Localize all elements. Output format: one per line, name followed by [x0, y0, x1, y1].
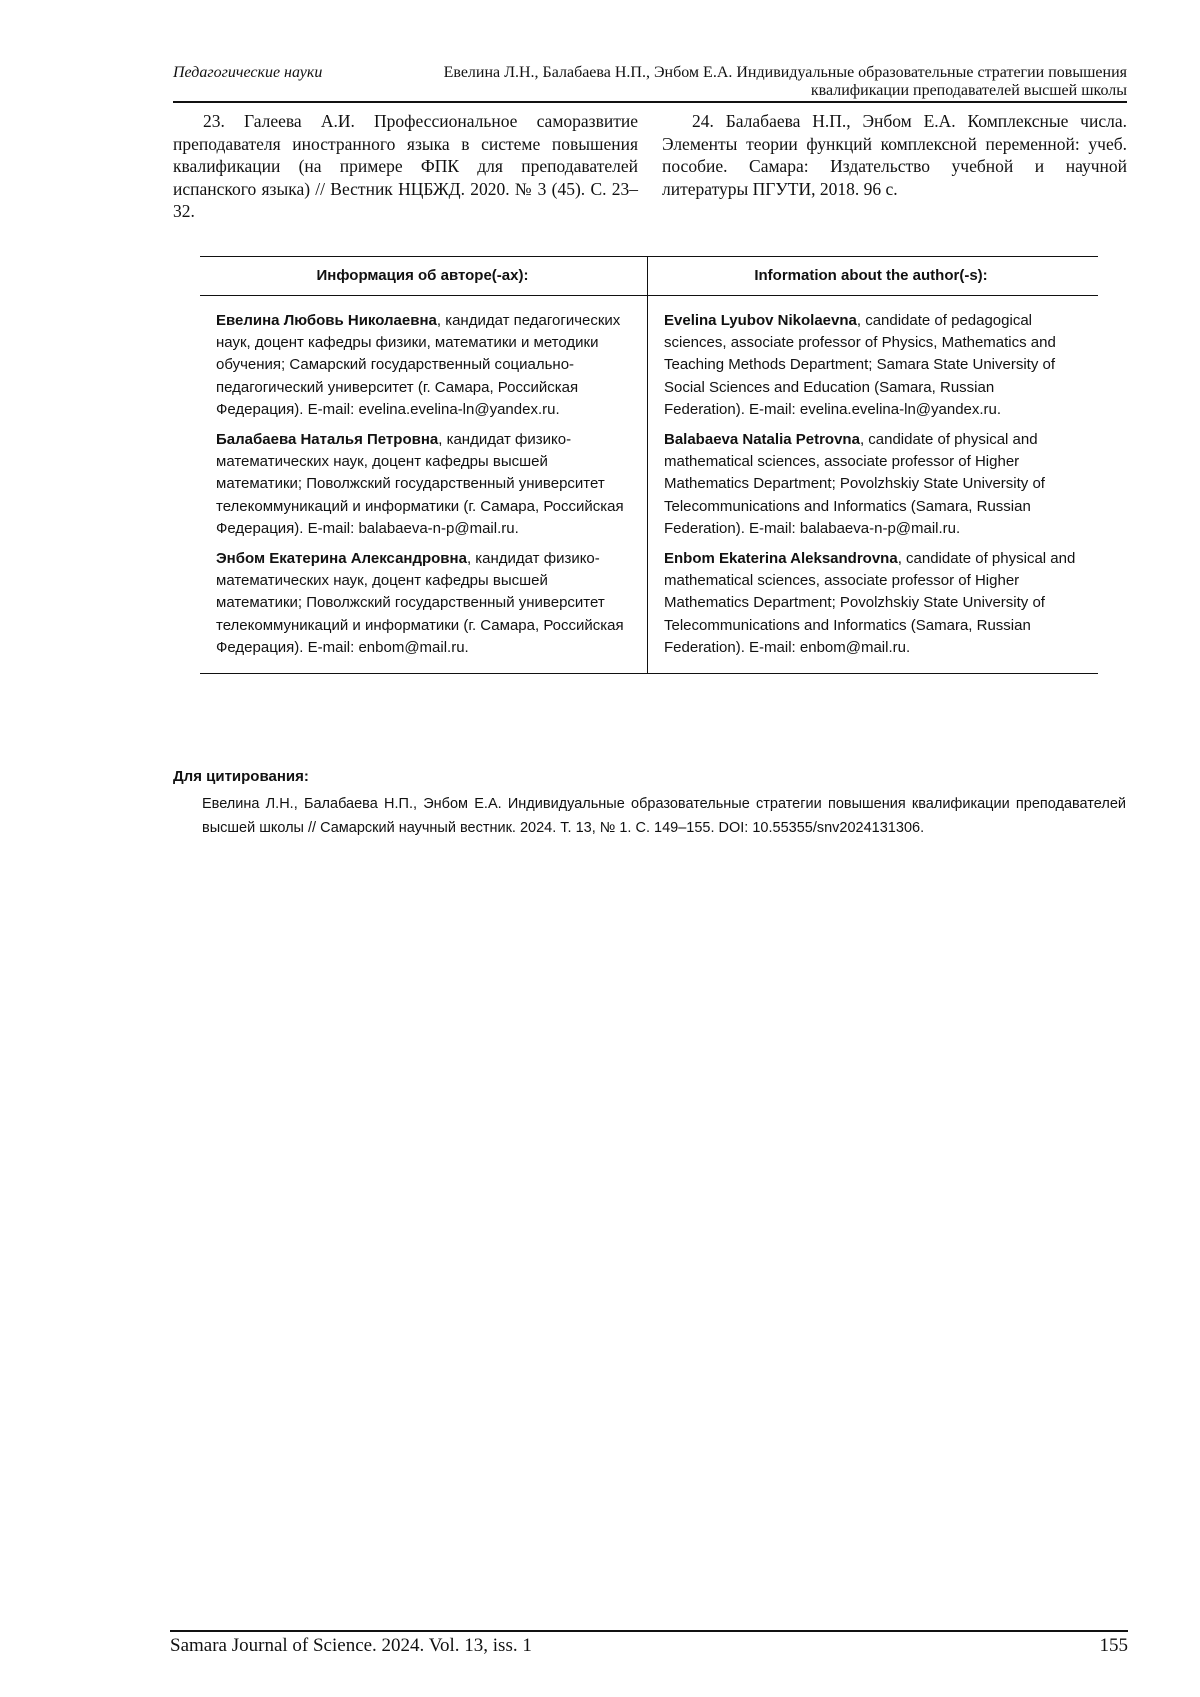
author-name: Evelina Lyubov Nikolaevna — [664, 312, 857, 329]
citation-text: Евелина Л.Н., Балабаева Н.П., Энбом Е.А. Индивидуальные образовательные стратегии повышения квалификации преподавателей высшей школы // Самарский научный вестник. 2024. Т. 13, № 1. С. 149–155. DOI: 10.55355/snv2024131306. — [202, 792, 1126, 840]
author-entry — [216, 429, 629, 540]
running-title: Евелина Л.Н., Балабаева Н.П., Энбом Е.А. Индивидуальные образовательные стратегии повышения квалификации преподавателей высшей школы — [387, 64, 1127, 100]
citation-label: Для цитирования: — [173, 768, 309, 785]
authors-en-column — [648, 296, 1096, 673]
reference-item: 24. Балабаева Н.П., Энбом Е.А. Комплексные числа. Элементы теории функций комплексной переменной: учеб. пособие. Самара: Издательство учебной и научной литературы ПГУТИ, 2018. 96 с. — [662, 110, 1127, 200]
author-description: , candidate of physical and mathematical sciences, associate professor of Higher Mathematics Department; Povolzhskiy State University of Telecommunications and Informatics (Samara, Russian Federation). E-mail: balabaeva-n-p@mail.ru. — [664, 431, 1045, 537]
author-name: Евелина Любовь Николаевна — [216, 312, 437, 329]
author-description: , кандидат педагогических наук, доцент кафедры физики, математики и методики обучения; Самарский государственный социально-педагогический университет (г. Самара, Российская Федерация). E-mail: evelina.evelina-ln@yandex.ru. — [216, 312, 620, 418]
author-entry — [664, 429, 1078, 540]
reference-item: 23. Галеева А.И. Профессиональное саморазвитие преподавателя иностранного языка в системе повышения квалификации (на примере ФПК для преподавателей испанского языка) // Вестник НЦБЖД. 2020. № 3 (45). С. 23–32. — [173, 110, 638, 223]
references — [173, 110, 1127, 223]
author-name: Balabaeva Natalia Petrovna — [664, 431, 860, 448]
page-number: 155 — [1100, 1634, 1129, 1658]
author-description: , кандидат физико-математических наук, доцент кафедры высшей математики; Поволжский государственный университет телекоммуникаций и информатики (г. Самара, Российская Федерация). E-mail: balabaeva-n-p@mail.ru. — [216, 431, 624, 537]
authors-table — [200, 256, 1098, 674]
page-header — [173, 64, 1127, 103]
header-ru: Информация об авторе(-ах): — [200, 257, 648, 295]
author-entry — [216, 548, 629, 659]
page-footer — [170, 1630, 1128, 1658]
authors-ru-column — [200, 296, 648, 673]
rubric: Педагогические науки — [173, 64, 333, 100]
authors-table-header — [200, 257, 1098, 296]
author-name: Enbom Ekaterina Aleksandrovna — [664, 550, 898, 567]
author-description: , candidate of pedagogical sciences, associate professor of Physics, Mathematics and Teaching Methods Department; Samara State University of Social Sciences and Education (Samara, Russian Federation). E-mail: evelina.evelina-ln@yandex.ru. — [664, 312, 1056, 418]
author-entry — [664, 548, 1078, 659]
reference-column-left — [173, 110, 638, 223]
reference-column-right — [662, 110, 1127, 223]
author-name: Энбом Екатерина Александровна — [216, 550, 467, 567]
author-name: Балабаева Наталья Петровна — [216, 431, 438, 448]
authors-table-body — [200, 296, 1098, 673]
header-en: Information about the author(-s): — [648, 257, 1096, 295]
author-entry — [664, 310, 1078, 421]
journal-title: Samara Journal of Science. 2024. Vol. 13, iss. 1 — [170, 1634, 532, 1658]
author-description: , кандидат физико-математических наук, доцент кафедры высшей математики; Поволжский государственный университет телекоммуникаций и информатики (г. Самара, Российская Федерация). E-mail: enbom@mail.ru. — [216, 550, 624, 656]
author-entry — [216, 310, 629, 421]
author-description: , candidate of physical and mathematical sciences, associate professor of Higher Mathematics Department; Povolzhskiy State University of Telecommunications and Informatics (Samara, Russian Federation). E-mail: enbom@mail.ru. — [664, 550, 1075, 656]
